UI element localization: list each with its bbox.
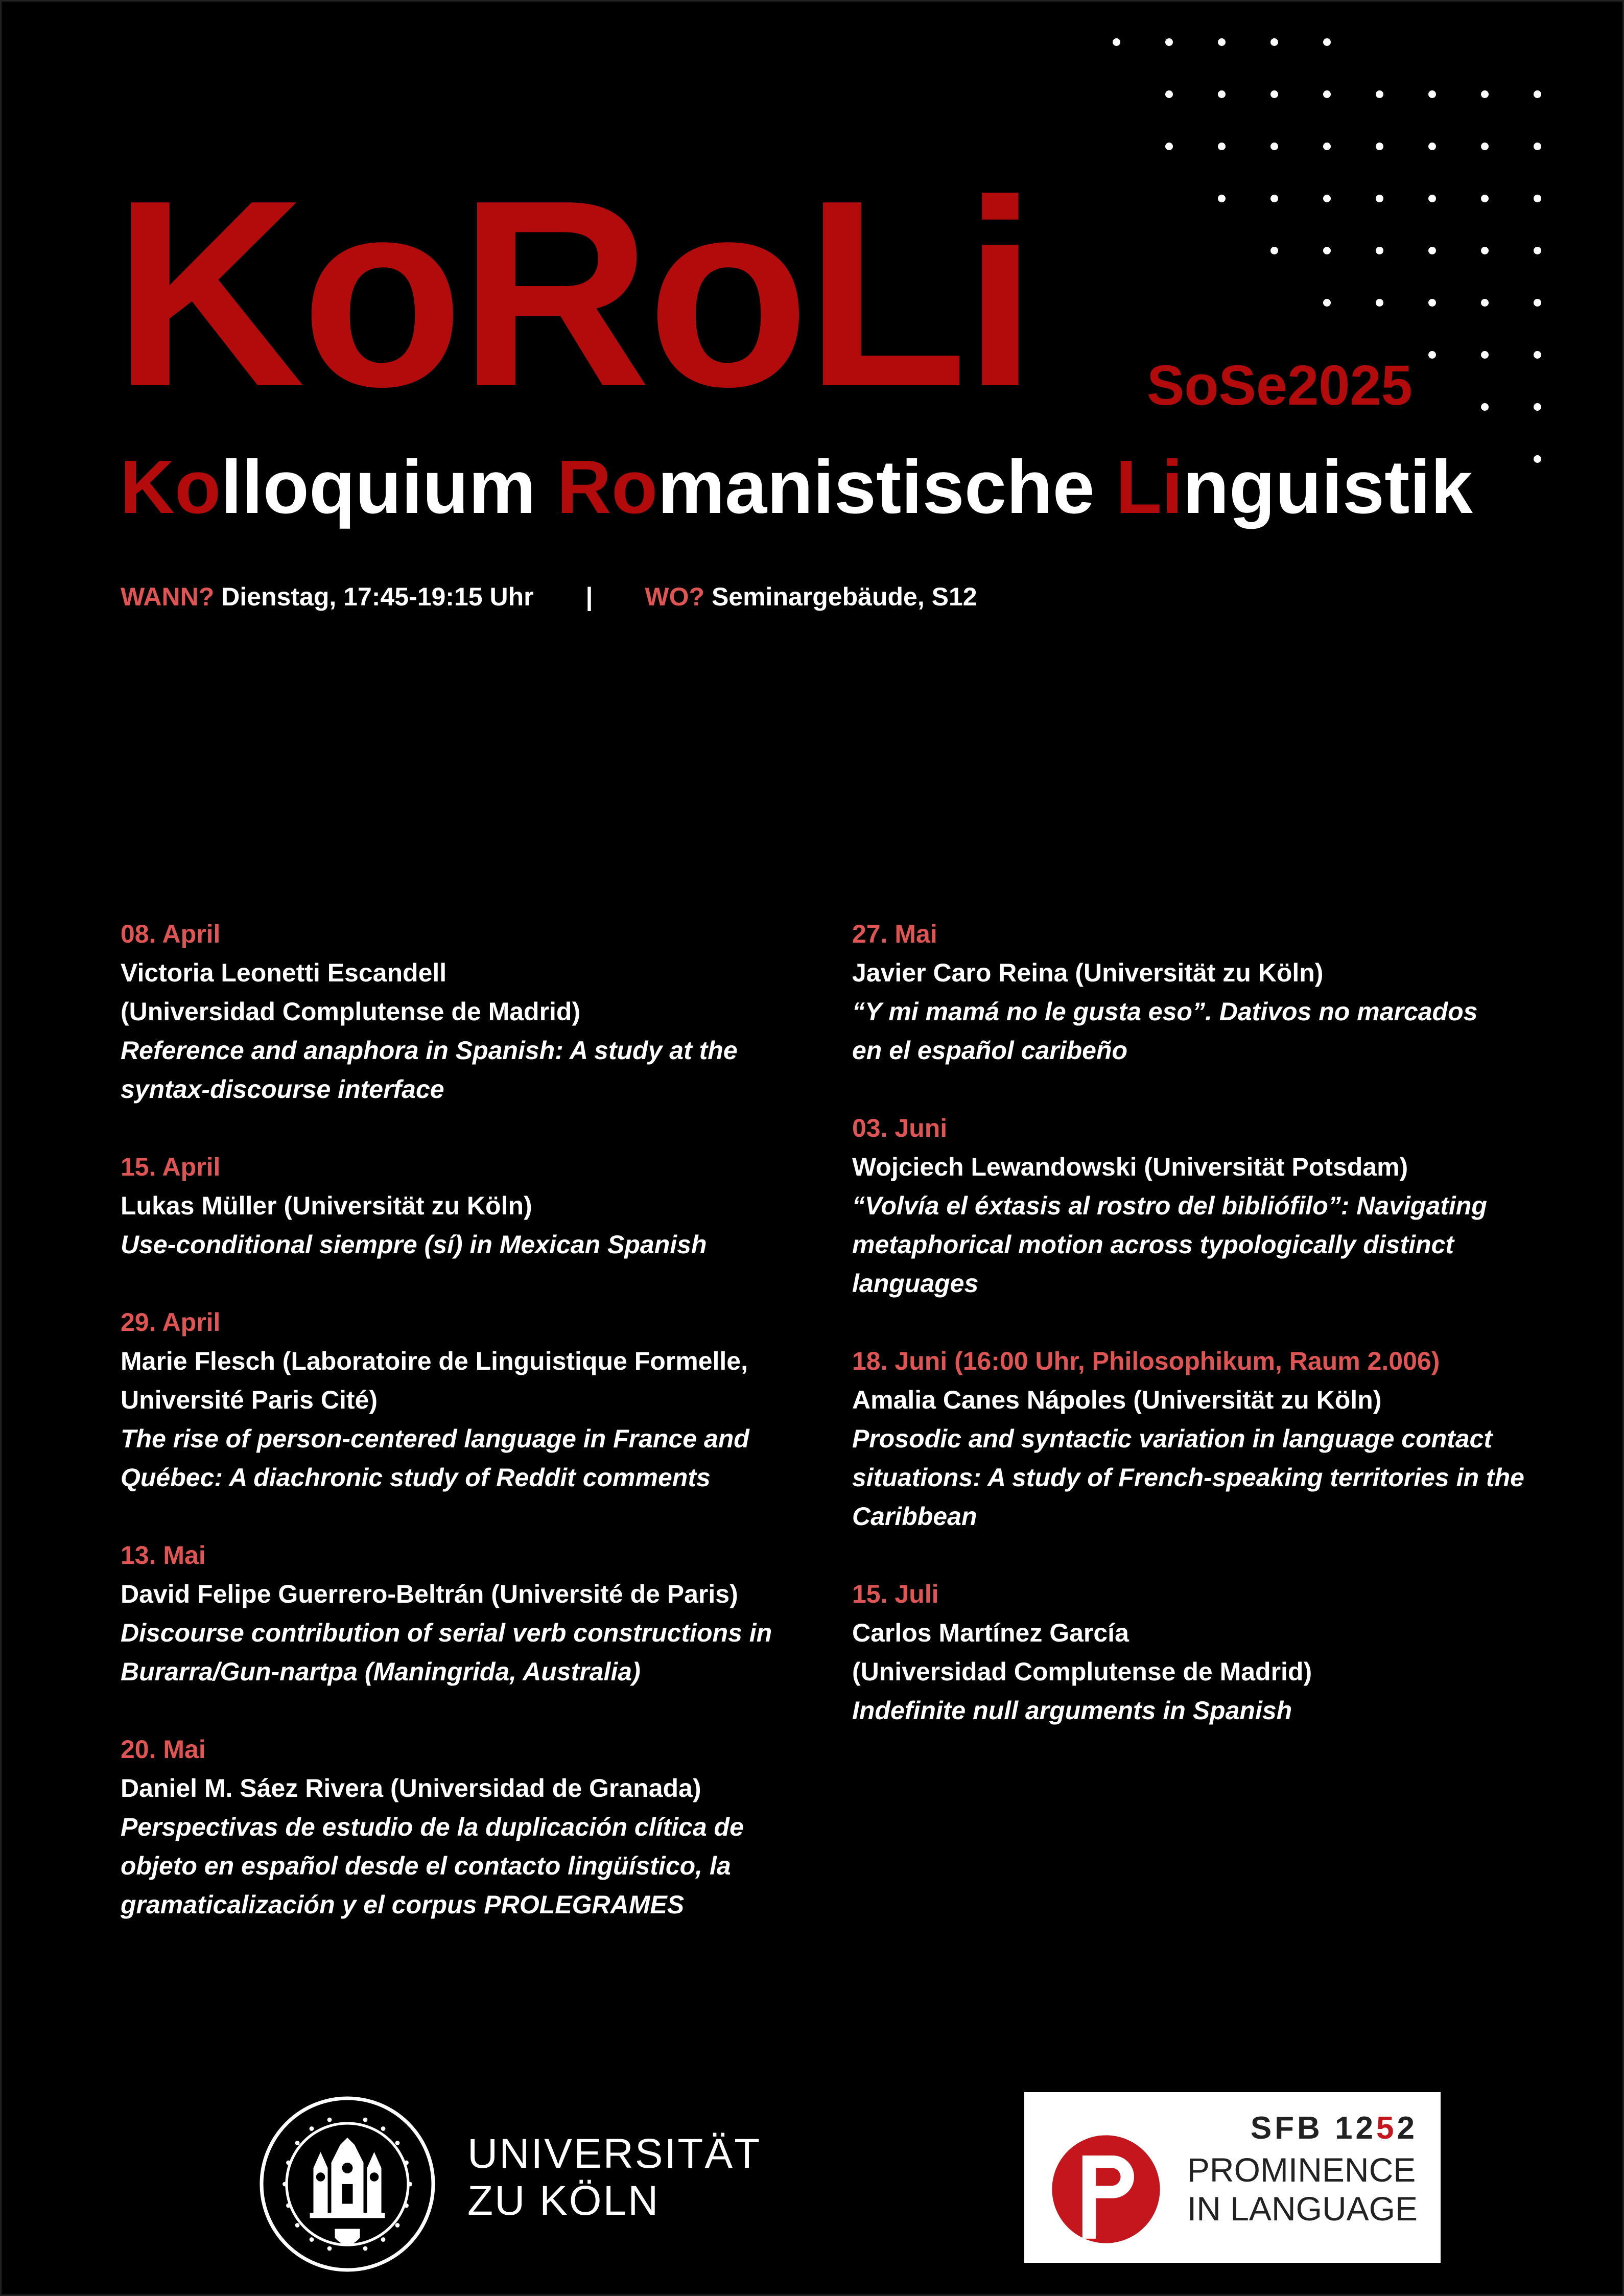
decorative-dot xyxy=(1323,90,1331,98)
decorative-dot xyxy=(1534,351,1541,359)
event-date: 20. Mai xyxy=(121,1735,206,1764)
decorative-dot xyxy=(1113,38,1120,46)
info-separator: | xyxy=(585,582,593,611)
decorative-dot xyxy=(1481,299,1489,307)
event-speaker: Victoria Leonetti Escandell xyxy=(121,958,447,987)
where-value: Seminargebäude, S12 xyxy=(711,582,977,611)
university-name xyxy=(467,2130,761,2224)
university-name-line-2: ZU KÖLN xyxy=(467,2177,660,2224)
event-date: 29. April xyxy=(121,1308,221,1337)
decorative-dot xyxy=(1165,90,1173,98)
event-talk-title: en el español caribeño xyxy=(852,1036,1128,1065)
event-date: 03. Juni xyxy=(852,1114,948,1142)
sfb-name-line-2: IN LANGUAGE xyxy=(1187,2189,1418,2228)
decorative-dot xyxy=(1481,247,1489,254)
subtitle-part-ko: Ko xyxy=(120,445,221,529)
subtitle-part-manistische: manistische xyxy=(657,445,1116,529)
decorative-dot xyxy=(1428,90,1436,98)
decorative-dot xyxy=(1323,299,1331,307)
decorative-dot xyxy=(1481,403,1489,411)
sfb-number-red-digit: 5 xyxy=(1376,2111,1397,2146)
decorative-dot-grid xyxy=(1098,31,1624,490)
decorative-dot xyxy=(1270,247,1278,254)
decorative-dot xyxy=(1534,247,1541,254)
event-date: 18. Juni (16:00 Uhr, Philosophikum, Raum 2.006) xyxy=(852,1347,1440,1375)
event-talk-title: “Y mi mamá no le gusta eso”. Dativos no marcados xyxy=(852,997,1478,1026)
event-speaker: Marie Flesch (Laboratoire de Linguistique Formelle, xyxy=(121,1347,748,1375)
event-talk-title: The rise of person-centered language in France and xyxy=(121,1424,749,1453)
decorative-dot xyxy=(1534,299,1541,307)
schedule-event xyxy=(121,1303,831,1497)
event-speaker: Université Paris Cité) xyxy=(121,1386,378,1414)
event-talk-title: Prosodic and syntactic variation in language contact xyxy=(852,1424,1493,1453)
sfb-name-line-1: PROMINENCE xyxy=(1187,2151,1416,2189)
schedule-event xyxy=(121,1147,831,1264)
event-talk-title: languages xyxy=(852,1269,979,1298)
semester-label: SoSe2025 xyxy=(1147,354,1413,417)
decorative-dot xyxy=(1376,195,1383,202)
event-speaker: Javier Caro Reina (Universität zu Köln) xyxy=(852,958,1324,987)
event-talk-title: situations: A study of French-speaking territories in the xyxy=(852,1463,1524,1492)
decorative-dot xyxy=(1323,143,1331,150)
subtitle-part-li: Li xyxy=(1115,445,1183,529)
event-talk-title: Perspectivas de estudio de la duplicación clítica de xyxy=(121,1813,744,1841)
event-talk-title: gramaticalización y el corpus PROLEGRAMES xyxy=(121,1890,685,1919)
decorative-dot xyxy=(1218,38,1226,46)
event-talk-title: metaphorical motion across typologically distinct xyxy=(852,1230,1454,1259)
event-speaker: Wojciech Lewandowski (Universität Potsdam) xyxy=(852,1153,1408,1181)
event-talk-title: Burarra/Gun-nartpa (Maningrida, Australia) xyxy=(121,1657,641,1686)
event-speaker: Lukas Müller (Universität zu Köln) xyxy=(121,1191,532,1220)
decorative-dot xyxy=(1376,299,1383,307)
schedule-event xyxy=(121,915,831,1109)
event-talk-title: Caribbean xyxy=(852,1502,977,1531)
prominence-p-icon xyxy=(1050,2133,1162,2245)
sfb-logo-box xyxy=(1024,2092,1441,2263)
event-date: 08. April xyxy=(121,920,221,948)
event-talk-title: objeto en español desde el contacto lingüístico, la xyxy=(121,1852,731,1880)
event-speaker: Amalia Canes Nápoles (Universität zu Köln) xyxy=(852,1386,1382,1414)
main-title: KoRoLi xyxy=(113,145,1033,442)
university-name-line-1: UNIVERSITÄT xyxy=(467,2130,762,2177)
schedule-right-column xyxy=(852,915,1593,1769)
decorative-dot xyxy=(1270,195,1278,202)
schedule-event xyxy=(852,1575,1593,1730)
when-label: WANN? xyxy=(121,582,215,611)
event-talk-title: Discourse contribution of serial verb constructions in xyxy=(121,1619,772,1647)
decorative-dot xyxy=(1323,247,1331,254)
decorative-dot xyxy=(1534,403,1541,411)
schedule-event xyxy=(852,915,1593,1070)
event-talk-title: Use-conditional siempre (sí) in Mexican Spanish xyxy=(121,1230,707,1259)
event-date: 13. Mai xyxy=(121,1541,206,1569)
when-value: Dienstag, 17:45-19:15 Uhr xyxy=(221,582,534,611)
decorative-dot xyxy=(1165,143,1173,150)
decorative-dot xyxy=(1481,90,1489,98)
event-speaker: (Universidad Complutense de Madrid) xyxy=(852,1657,1312,1686)
decorative-dot xyxy=(1218,143,1226,150)
decorative-dot xyxy=(1376,143,1383,150)
event-talk-title: “Volvía el éxtasis al rostro del bibliófilo”: Navigating xyxy=(852,1191,1487,1220)
schedule-event xyxy=(852,1342,1593,1536)
subtitle-part-lloquium: lloquium xyxy=(221,445,557,529)
sfb-number-prefix: SFB 12 xyxy=(1250,2111,1377,2146)
event-talk-title: Québec: A diachronic study of Reddit comments xyxy=(121,1463,711,1492)
event-talk-title: syntax-discourse interface xyxy=(121,1075,444,1104)
decorative-dot xyxy=(1218,90,1226,98)
decorative-dot xyxy=(1428,351,1436,359)
decorative-dot xyxy=(1534,143,1541,150)
event-speaker: Daniel M. Sáez Rivera (Universidad de Granada) xyxy=(121,1774,701,1802)
schedule-event xyxy=(121,1536,831,1691)
decorative-dot xyxy=(1428,195,1436,202)
event-speaker: David Felipe Guerrero-Beltrán (Université de Paris) xyxy=(121,1580,738,1608)
decorative-dot xyxy=(1534,455,1541,463)
decorative-dot xyxy=(1323,38,1331,46)
sfb-number xyxy=(1251,2113,1418,2144)
decorative-dot xyxy=(1376,247,1383,254)
decorative-dot xyxy=(1165,38,1173,46)
decorative-dot xyxy=(1481,143,1489,150)
schedule-event xyxy=(852,1109,1593,1303)
sfb-number-suffix: 2 xyxy=(1397,2111,1418,2146)
schedule-left-column xyxy=(121,915,831,1963)
decorative-dot xyxy=(1481,195,1489,202)
subtitle-part-nguistik: nguistik xyxy=(1183,445,1473,529)
event-speaker: (Universidad Complutense de Madrid) xyxy=(121,997,581,1026)
event-speaker: Carlos Martínez García xyxy=(852,1619,1129,1647)
schedule-event xyxy=(121,1730,831,1924)
subtitle-part-ro: Ro xyxy=(557,445,658,529)
university-seal-icon xyxy=(258,2095,437,2274)
info-line xyxy=(121,581,977,612)
sfb-name xyxy=(1187,2151,1418,2229)
event-date: 15. April xyxy=(121,1153,221,1181)
decorative-dot xyxy=(1428,143,1436,150)
event-date: 27. Mai xyxy=(852,920,937,948)
where-label: WO? xyxy=(645,582,705,611)
event-talk-title: Indefinite null arguments in Spanish xyxy=(852,1696,1292,1725)
decorative-dot xyxy=(1270,143,1278,150)
event-date: 15. Juli xyxy=(852,1580,939,1608)
event-talk-title: Reference and anaphora in Spanish: A study at the xyxy=(121,1036,738,1065)
decorative-dot xyxy=(1376,90,1383,98)
decorative-dot xyxy=(1428,247,1436,254)
decorative-dot xyxy=(1534,195,1541,202)
decorative-dot xyxy=(1270,38,1278,46)
decorative-dot xyxy=(1323,195,1331,202)
decorative-dot xyxy=(1428,299,1436,307)
decorative-dot xyxy=(1481,351,1489,359)
decorative-dot xyxy=(1218,195,1226,202)
decorative-dot xyxy=(1534,90,1541,98)
decorative-dot xyxy=(1270,90,1278,98)
subtitle xyxy=(120,445,1473,529)
